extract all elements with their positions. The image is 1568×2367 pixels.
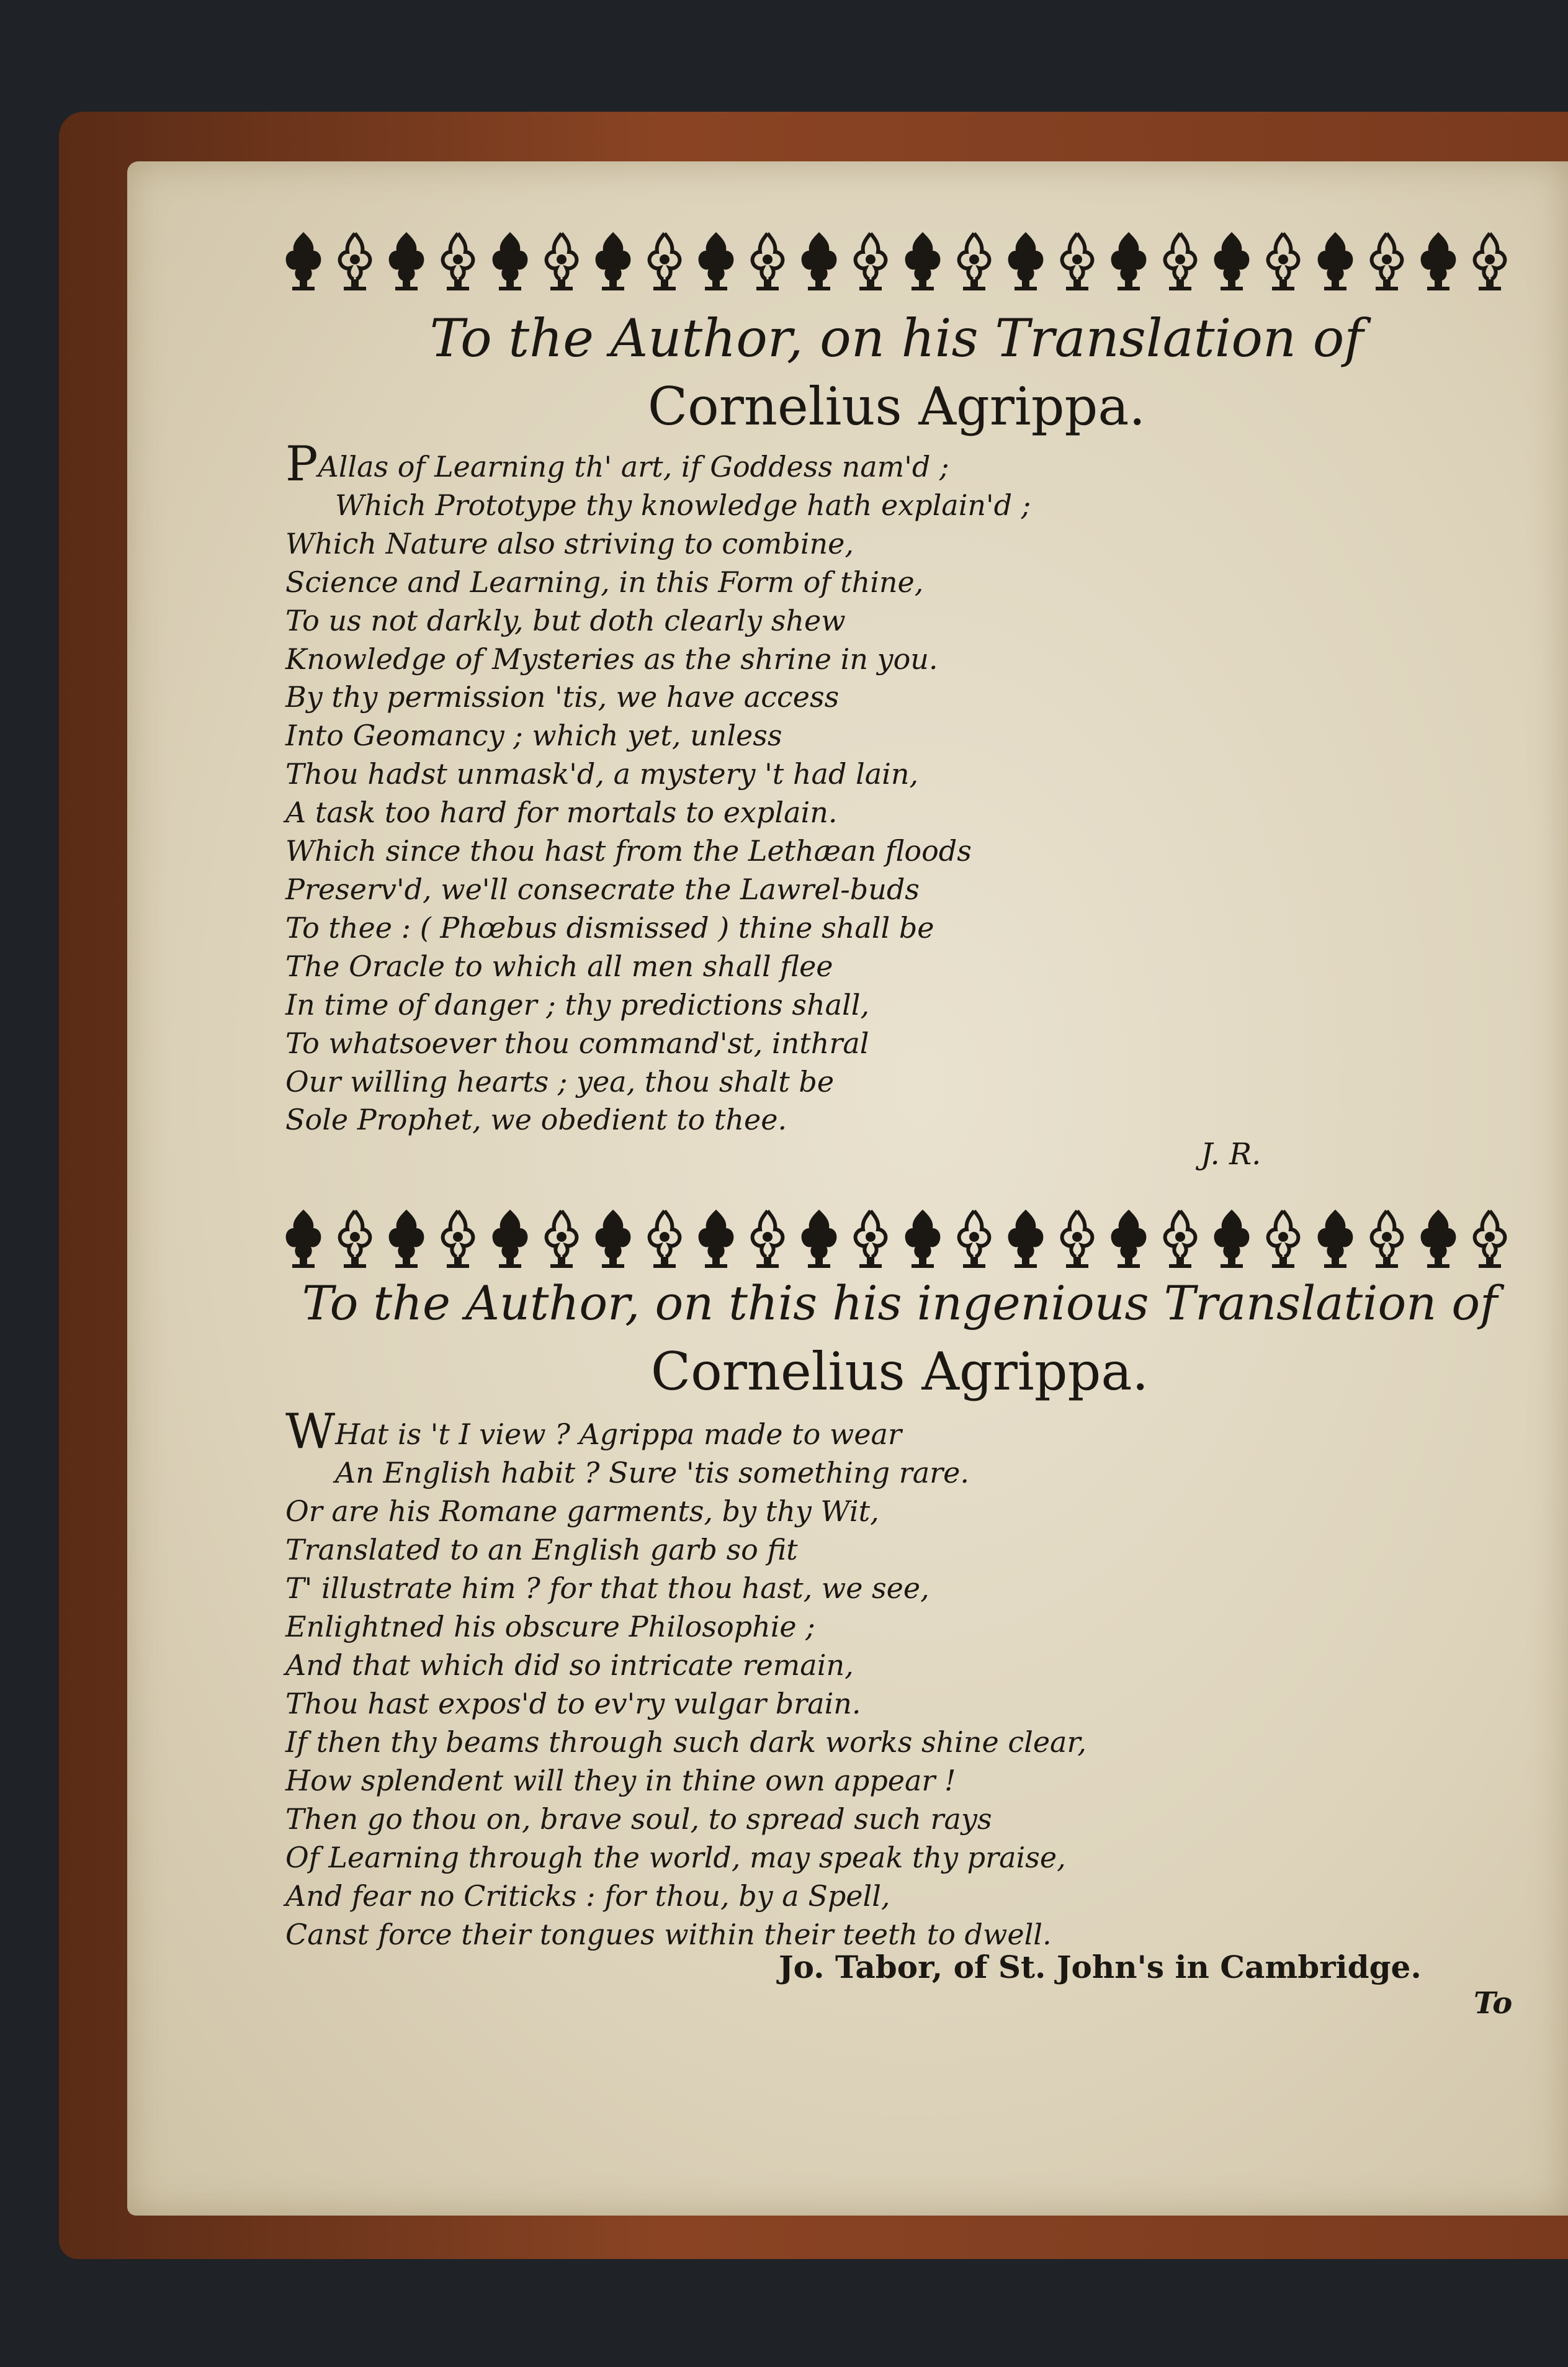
ornament-band-top [282, 227, 1511, 295]
fleuron-ornament-icon [1314, 1207, 1356, 1269]
poem2-line: If then thy beams through such dark works shine clear, [285, 1725, 1087, 1759]
ornament-band-middle [282, 1204, 1511, 1272]
fleuron-ornament-icon [849, 1207, 892, 1269]
fleuron-ornament-icon [437, 230, 479, 292]
poem2-line: Of Learning through the world, may speak thy praise, [285, 1841, 1066, 1874]
fleuron-ornament-icon [1005, 230, 1047, 292]
poem2-line: An English habit ? Sure 'tis something rare. [335, 1456, 969, 1489]
poem2-title [282, 1269, 1517, 1406]
poem1-line: A task too hard for mortals to explain. [285, 796, 838, 830]
poem1-first-line [285, 436, 1031, 492]
poem1-line: To us not darkly, but doth clearly shew [285, 603, 846, 637]
fleuron-ornament-icon [849, 230, 892, 292]
fleuron-ornament-icon [746, 1207, 789, 1269]
fleuron-ornament-icon [902, 230, 944, 292]
fleuron-ornament-icon [1262, 1207, 1304, 1269]
fleuron-ornament-icon [385, 1207, 428, 1269]
fleuron-ornament-icon [282, 1207, 325, 1269]
fleuron-ornament-icon [334, 1207, 376, 1269]
fleuron-ornament-icon [1108, 1207, 1150, 1269]
poem1-line: Knowledge of Mysteries as the shrine in you. [285, 642, 938, 676]
fleuron-ornament-icon [1108, 230, 1150, 292]
poem2-line: Thou hast expos'd to ev'ry vulgar brain. [285, 1687, 861, 1720]
poem1-line: Into Geomancy ; which yet, unless [285, 719, 782, 753]
fleuron-ornament-icon [902, 1207, 944, 1269]
poem2-line: Then go thou on, brave soul, to spread such rays [285, 1802, 992, 1836]
poem2-line: Canst force their tongues within their teeth to dwell. [285, 1918, 1052, 1951]
poem1-line: Science and Learning, in this Form of thine, [285, 565, 924, 599]
fleuron-ornament-icon [1005, 1207, 1047, 1269]
poem2-signature: Jo. Tabor, of St. John's in Cambridge. [779, 1949, 1422, 1985]
fleuron-ornament-icon [489, 1207, 531, 1269]
fleuron-ornament-icon [334, 230, 376, 292]
poem2-title-line1: To the Author, on this his ingenious Translation of [302, 1275, 1498, 1331]
fleuron-ornament-icon [1366, 230, 1408, 292]
fleuron-ornament-icon [695, 1207, 737, 1269]
poem2-first-line [285, 1404, 1086, 1460]
poem1-line: Our willing hearts ; yea, thou shalt be [285, 1064, 835, 1098]
poem1-line: In time of danger ; thy predictions shall, [285, 987, 870, 1022]
poem1-line: Which Nature also striving to combine, [285, 526, 854, 560]
poem1-first-line-rest: Allas of Learning th' art, if Goddess nam'd ; [318, 450, 949, 483]
fleuron-ornament-icon [1159, 1207, 1201, 1269]
poem1-line: Which Prototype thy knowledge hath explain'd ; [335, 488, 1031, 522]
poem1-signature: J. R. [1201, 1137, 1261, 1172]
fleuron-ornament-icon [437, 1207, 479, 1269]
poem1-line: The Oracle to which all men shall flee [285, 949, 833, 983]
fleuron-ornament-icon [282, 230, 325, 292]
poem2-line: Translated to an English garb so fit [285, 1533, 798, 1566]
fleuron-ornament-icon [1469, 1207, 1511, 1269]
poem1-title-line2: Cornelius Agrippa. [647, 376, 1146, 437]
poem2-line: T' illustrate him ? for that thou hast, we see, [285, 1571, 930, 1605]
poem1-text [285, 436, 1031, 1139]
fleuron-ornament-icon [746, 230, 789, 292]
fleuron-ornament-icon [798, 1207, 840, 1269]
poem2-title-line2: Cornelius Agrippa. [650, 1341, 1149, 1402]
poem1-title-line1: To the Author, on his Translation of [429, 308, 1364, 369]
poem1-line: To thee : ( Phœbus dismissed ) thine shall be [285, 910, 934, 945]
fleuron-ornament-icon [1262, 230, 1304, 292]
fleuron-ornament-icon [540, 230, 583, 292]
fleuron-ornament-icon [1056, 230, 1098, 292]
poem1-drop-cap: P [285, 436, 318, 492]
poem2-line: Or are his Romane garments, by thy Wit, [285, 1494, 879, 1528]
fleuron-ornament-icon [1417, 230, 1459, 292]
poem2-first-line-rest: Hat is 't I view ? Agrippa made to wear [335, 1417, 902, 1451]
fleuron-ornament-icon [798, 230, 840, 292]
fleuron-ornament-icon [592, 1207, 634, 1269]
fleuron-ornament-icon [1314, 230, 1356, 292]
fleuron-ornament-icon [1417, 1207, 1459, 1269]
poem2-line: And fear no Criticks : for thou, by a Spell, [285, 1879, 890, 1913]
fleuron-ornament-icon [1469, 230, 1511, 292]
poem2-line: And that which did so intricate remain, [285, 1648, 854, 1682]
fleuron-ornament-icon [1159, 230, 1201, 292]
fleuron-ornament-icon [489, 230, 531, 292]
fleuron-ornament-icon [953, 230, 995, 292]
poem2-line: How splendent will they in thine own appear ! [285, 1764, 956, 1797]
poem2-drop-cap: W [285, 1404, 336, 1460]
poem1-title [282, 304, 1511, 441]
fleuron-ornament-icon [540, 1207, 583, 1269]
poem1-line: Thou hadst unmask'd, a mystery 't had lain, [285, 757, 919, 791]
fleuron-ornament-icon [1211, 1207, 1253, 1269]
poem1-line: To whatsoever thou command'st, inthral [285, 1026, 869, 1060]
poem2-line: Enlightned his obscure Philosophie ; [285, 1610, 815, 1643]
poem1-line: By thy permission 'tis, we have access [285, 680, 840, 714]
fleuron-ornament-icon [953, 1207, 995, 1269]
fleuron-ornament-icon [695, 230, 737, 292]
poem1-line: Sole Prophet, we obedient to thee. [285, 1103, 787, 1137]
fleuron-ornament-icon [643, 230, 686, 292]
poem2-text [285, 1404, 1087, 1954]
poem1-line: Preserv'd, we'll consecrate the Lawrel-buds [285, 872, 920, 906]
fleuron-ornament-icon [1366, 1207, 1408, 1269]
fleuron-ornament-icon [1056, 1207, 1098, 1269]
poem1-line: Which since thou hast from the Lethæan floods [285, 834, 972, 868]
fleuron-ornament-icon [643, 1207, 686, 1269]
fleuron-ornament-icon [385, 230, 428, 292]
fleuron-ornament-icon [592, 230, 634, 292]
catchword: To [1474, 1986, 1513, 2021]
fleuron-ornament-icon [1211, 230, 1253, 292]
